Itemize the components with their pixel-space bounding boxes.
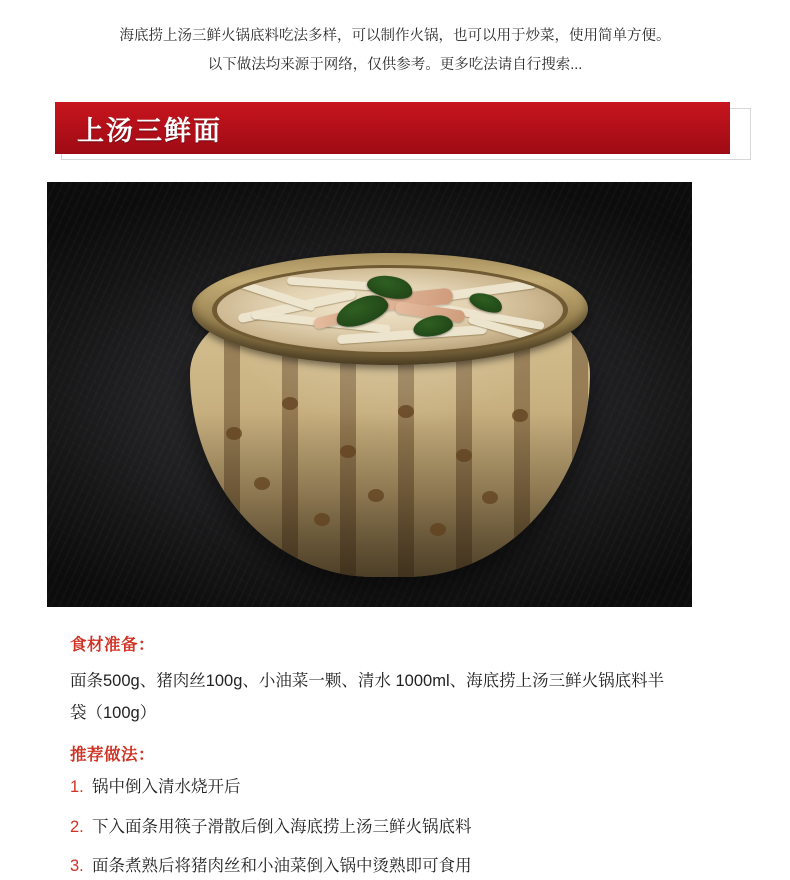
bowl-dot: [282, 397, 298, 410]
ingredients-label: 食材准备：: [70, 636, 155, 654]
intro-line-2: 以下做法均来源于网络，仅供参考。更多吃法请自行搜索...: [207, 57, 583, 73]
bowl-dot: [430, 523, 446, 536]
bowl-dot: [456, 449, 472, 462]
list-item: [70, 815, 790, 841]
title-banner-bar: [55, 102, 730, 154]
list-item: [70, 854, 790, 880]
bowl-dot: [482, 491, 498, 504]
step-number: 1.: [70, 778, 84, 797]
step-text: 锅中倒入清水烧开后: [92, 778, 241, 797]
bowl-dot: [226, 427, 242, 440]
bowl-dot: [254, 477, 270, 490]
intro-paragraph: [0, 0, 790, 80]
step-number: 2.: [70, 817, 84, 836]
step-text: 下入面条用筷子滑散后倒入海底捞上汤三鲜火锅底料: [92, 817, 472, 836]
recipe-content: [0, 607, 790, 880]
step-text: 面条煮熟后将猪肉丝和小油菜倒入锅中烫熟即可食用: [92, 857, 472, 876]
bowl-dot: [368, 489, 384, 502]
intro-line-1: 海底捞上汤三鲜火锅底料吃法多样，可以制作火锅，也可以用于炒菜，使用简单方便。: [119, 28, 671, 44]
ingredients-text: 面条500g、猪肉丝100g、小油菜一颗、清水 1000ml、海底捞上汤三鲜火锅底料半袋（100g）: [70, 672, 665, 723]
list-item: [70, 775, 790, 801]
noodle-bowl: [190, 227, 590, 587]
dish-photo: [47, 182, 692, 607]
bowl-dot: [314, 513, 330, 526]
method-label: 推荐做法：: [70, 746, 155, 765]
bowl-dot: [340, 445, 356, 458]
page-title: 上汤三鲜面: [77, 115, 222, 146]
bowl-dot: [398, 405, 414, 418]
bowl-dot: [512, 409, 528, 422]
steps-list: [70, 775, 790, 880]
step-number: 3.: [70, 857, 84, 876]
section-title-banner: [55, 102, 745, 160]
soup-surface: [217, 268, 563, 352]
